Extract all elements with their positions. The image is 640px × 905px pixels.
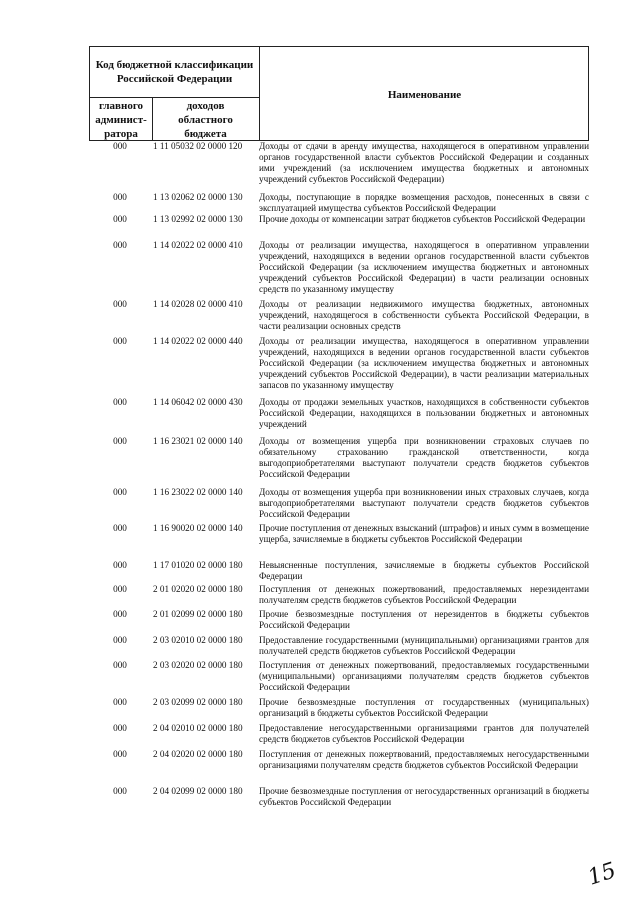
income-name: Доходы от возмещения ущерба при возникновении иных страховых случаев, когда выгодоприобретателями выступают получатели средств бюджетов субъектов Российской Федерации bbox=[259, 487, 589, 519]
table-header bbox=[89, 46, 589, 141]
main-admin-code: 000 bbox=[113, 487, 127, 497]
main-admin-code: 000 bbox=[113, 635, 127, 645]
page-number: 15 bbox=[584, 858, 620, 891]
income-name: Прочие доходы от компенсации затрат бюджетов субъектов Российской Федерации bbox=[259, 214, 586, 224]
income-classification-code: 1 14 02022 02 0000 410 bbox=[153, 240, 243, 250]
header-col-main-admin: главного админист-ратора bbox=[95, 99, 147, 140]
main-admin-code: 000 bbox=[113, 192, 127, 202]
income-name: Доходы от реализации недвижимого имущества бюджетных, автономных учреждений, находящегося в собственности субъекта Российской Федерации, в части реализации основных средств bbox=[259, 299, 589, 331]
table-row bbox=[89, 697, 589, 719]
table-row bbox=[89, 436, 589, 480]
income-classification-code: 2 04 02020 02 0000 180 bbox=[153, 749, 243, 759]
table-row bbox=[89, 786, 589, 808]
income-name: Прочие поступления от денежных взысканий (штрафов) и иных сумм в возмещение ущерба, зачисляемые в бюджеты субъектов Российской Федерации bbox=[259, 523, 589, 544]
income-classification-code: 1 13 02062 02 0000 130 bbox=[153, 192, 243, 202]
table-row bbox=[89, 141, 589, 185]
income-name: Поступления от денежных пожертвований, предоставляемых нерезидентами получателям средств бюджетов субъектов Российской Федерации bbox=[259, 584, 589, 605]
income-name: Доходы от возмещения ущерба при возникновении страховых случаев по обязательному страхованию гражданской ответственности, когда выгодоприобретателями выступают получатели средств бюджетов субъектов Российской Федерации bbox=[259, 436, 589, 479]
main-admin-code: 000 bbox=[113, 786, 127, 796]
income-name: Предоставление негосударственными организациями грантов для получателей средств бюджетов субъектов Российской Федерации bbox=[259, 723, 589, 744]
table-row bbox=[89, 336, 589, 391]
main-admin-code: 000 bbox=[113, 697, 127, 707]
table-row bbox=[89, 660, 589, 693]
main-admin-code: 000 bbox=[113, 141, 127, 151]
table-row bbox=[89, 192, 589, 214]
main-admin-code: 000 bbox=[113, 397, 127, 407]
main-admin-code: 000 bbox=[113, 240, 127, 250]
income-name: Доходы от реализации имущества, находящегося в оперативном управлении учреждений, находящихся в ведении органов государственной власти субъектов Российской Федерации (за исключением имущества бюджетных и автономных учреждений субъектов Российской Федерации) в части реализации основных средств по указанному имуществу bbox=[259, 240, 589, 294]
header-col-name: Наименование bbox=[387, 88, 462, 101]
income-classification-code: 1 11 05032 02 0000 120 bbox=[153, 141, 243, 151]
income-classification-code: 1 16 23021 02 0000 140 bbox=[153, 436, 243, 446]
income-classification-code: 2 04 02010 02 0000 180 bbox=[153, 723, 243, 733]
income-name: Поступления от денежных пожертвований, предоставляемых государственными (муниципальными) организациями получателям средств бюджетов субъектов Российской Федерации bbox=[259, 660, 589, 692]
income-classification-code: 1 16 90020 02 0000 140 bbox=[153, 523, 243, 533]
table-row bbox=[89, 299, 589, 332]
table-row bbox=[89, 609, 589, 631]
income-classification-code: 2 01 02020 02 0000 180 bbox=[153, 584, 243, 594]
table-row bbox=[89, 397, 589, 430]
table-row bbox=[89, 635, 589, 657]
table-row bbox=[89, 723, 589, 745]
table-row bbox=[89, 487, 589, 520]
main-admin-code: 000 bbox=[113, 436, 127, 446]
income-classification-code: 2 03 02010 02 0000 180 bbox=[153, 635, 243, 645]
main-admin-code: 000 bbox=[113, 214, 127, 224]
income-name: Предоставление государственными (муниципальными) организациями грантов для получателей средств бюджетов субъектов Российской Федерации bbox=[259, 635, 589, 656]
table-row bbox=[89, 749, 589, 771]
income-classification-code: 2 03 02099 02 0000 180 bbox=[153, 697, 243, 707]
table-row bbox=[89, 214, 589, 225]
table-row bbox=[89, 560, 589, 582]
header-group-title: Код бюджетной классификации Российской Федерации bbox=[95, 59, 254, 85]
income-name: Прочие безвозмездные поступления от негосударственных организаций в бюджеты субъектов Российской Федерации bbox=[259, 786, 589, 807]
main-admin-code: 000 bbox=[113, 523, 127, 533]
main-admin-code: 000 bbox=[113, 299, 127, 309]
income-name: Прочие безвозмездные поступления от государственных (муниципальных) организаций в бюджеты субъектов Российской Федерации bbox=[259, 697, 589, 718]
income-name: Невыясненные поступления, зачисляемые в бюджеты субъектов Российской Федерации bbox=[259, 560, 589, 581]
table-row bbox=[89, 240, 589, 295]
header-col-income: доходов областного бюджета bbox=[178, 99, 233, 140]
income-classification-code: 2 01 02099 02 0000 180 bbox=[153, 609, 243, 619]
income-classification-code: 1 14 06042 02 0000 430 bbox=[153, 397, 243, 407]
income-classification-code: 2 03 02020 02 0000 180 bbox=[153, 660, 243, 670]
table-row bbox=[89, 523, 589, 545]
income-name: Доходы, поступающие в порядке возмещения расходов, понесенных в связи с эксплуатацией имущества субъектов Российской Федерации bbox=[259, 192, 589, 213]
main-admin-code: 000 bbox=[113, 609, 127, 619]
main-admin-code: 000 bbox=[113, 336, 127, 346]
income-classification-code: 1 16 23022 02 0000 140 bbox=[153, 487, 243, 497]
income-name: Доходы от реализации имущества, находящегося в оперативном управлении учреждений, находящихся в ведении органов государственной власти субъектов Российской Федерации (за исключением имущества бюджетных и автономных учреждений субъектов Российской Федерации), в части реализации материальных запасов по указанному имуществу bbox=[259, 336, 589, 390]
main-admin-code: 000 bbox=[113, 660, 127, 670]
income-name: Прочие безвозмездные поступления от нерезидентов в бюджеты субъектов Российской Федерации bbox=[259, 609, 589, 630]
main-admin-code: 000 bbox=[113, 749, 127, 759]
main-admin-code: 000 bbox=[113, 584, 127, 594]
income-classification-code: 2 04 02099 02 0000 180 bbox=[153, 786, 243, 796]
income-name: Доходы от продажи земельных участков, находящихся в собственности субъектов Российской Федерации, находящихся в пользовании бюджетных и автономных учреждений bbox=[259, 397, 589, 429]
income-name: Доходы от сдачи в аренду имущества, находящегося в оперативном управлении органов государственной власти субъектов Российской Федерации и созданных ими учреждений (за исключением имущества бюджетных и автономных учреждений субъектов Российской Федерации) bbox=[259, 141, 589, 184]
main-admin-code: 000 bbox=[113, 723, 127, 733]
income-classification-code: 1 17 01020 02 0000 180 bbox=[153, 560, 243, 570]
income-classification-code: 1 13 02992 02 0000 130 bbox=[153, 214, 243, 224]
income-classification-code: 1 14 02022 02 0000 440 bbox=[153, 336, 243, 346]
table-row bbox=[89, 584, 589, 606]
income-classification-code: 1 14 02028 02 0000 410 bbox=[153, 299, 243, 309]
main-admin-code: 000 bbox=[113, 560, 127, 570]
income-name: Поступления от денежных пожертвований, предоставляемых негосударственными организациями получателям средств бюджетов субъектов Российской Федерации bbox=[259, 749, 589, 770]
